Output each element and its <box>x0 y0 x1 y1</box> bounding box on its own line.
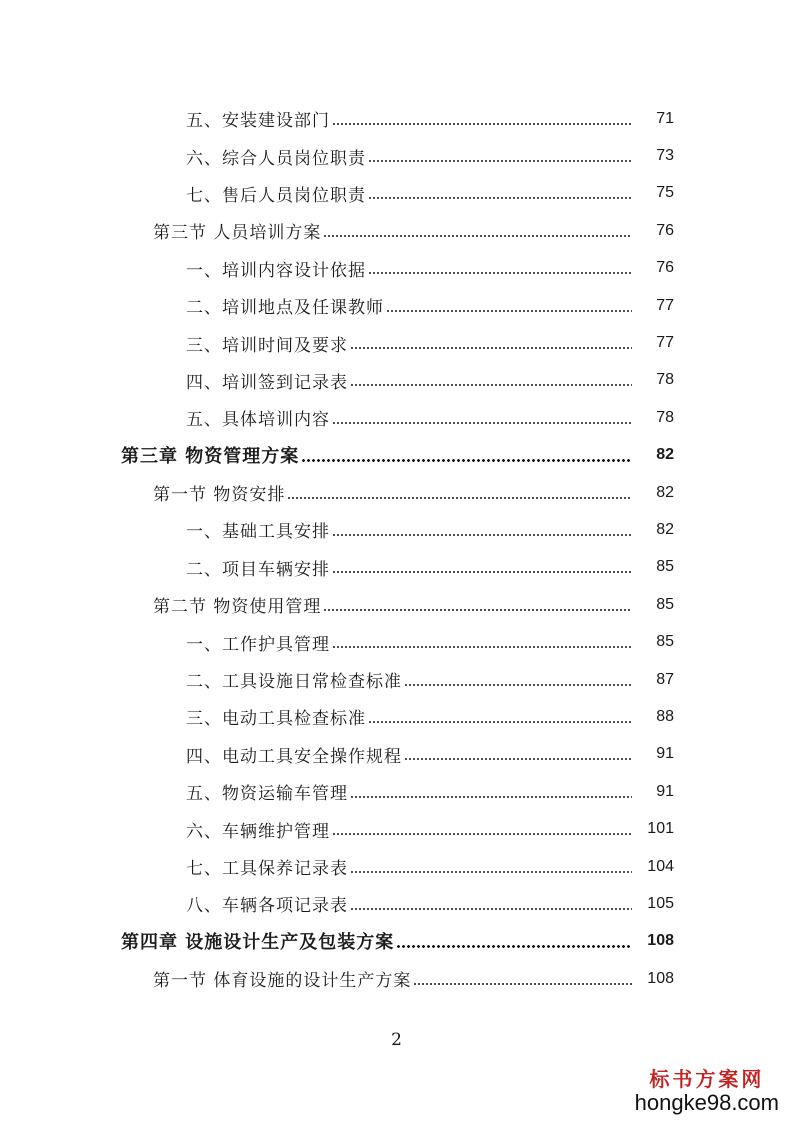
toc-entry-label: 二、项目车辆安排 <box>186 559 330 580</box>
dot-leader <box>332 646 632 648</box>
toc-entry-page: 101 <box>647 820 674 838</box>
dot-leader <box>350 871 632 873</box>
dot-leader <box>413 983 632 985</box>
dot-leader <box>350 347 632 349</box>
toc-entry-item[interactable] <box>0 175 793 212</box>
toc-entry-label: 二、培训地点及任课教师 <box>186 298 384 319</box>
dot-leader <box>404 684 632 686</box>
dot-leader <box>332 123 632 125</box>
dot-leader <box>332 833 632 835</box>
toc-entry-label: 第一节 体育设施的设计生产方案 <box>153 971 412 992</box>
toc-entry-item[interactable] <box>0 250 793 287</box>
toc-entry-label: 五、具体培训内容 <box>186 410 330 431</box>
toc-entry-item[interactable] <box>0 511 793 548</box>
toc-entry-section[interactable] <box>0 212 793 249</box>
dot-leader <box>396 945 632 948</box>
toc-entry-page: 91 <box>656 745 674 763</box>
toc-entry-page: 77 <box>656 296 674 314</box>
toc-entry-page: 88 <box>656 707 674 725</box>
toc-entry-chapter[interactable] <box>0 923 793 960</box>
dot-leader <box>350 908 632 910</box>
dot-leader <box>323 235 632 237</box>
toc-entry-label: 七、售后人员岗位职责 <box>186 185 366 206</box>
toc-entry-page: 105 <box>647 894 674 912</box>
dot-leader <box>368 721 632 723</box>
toc-entry-label: 一、工作护具管理 <box>186 634 330 655</box>
toc-entry-page: 108 <box>647 969 674 987</box>
toc-entry-item[interactable] <box>0 736 793 773</box>
toc-entry-label: 第二节 物资使用管理 <box>153 597 322 618</box>
dot-leader <box>368 272 632 274</box>
toc-entry-item[interactable] <box>0 549 793 586</box>
toc-entry-page: 108 <box>647 932 674 950</box>
toc-entry-item[interactable] <box>0 287 793 324</box>
dot-leader <box>368 197 632 199</box>
dot-leader <box>386 310 632 312</box>
toc-entry-page: 77 <box>656 334 674 352</box>
toc-entry-page: 82 <box>656 446 674 464</box>
toc-entry-label: 五、安装建设部门 <box>186 111 330 132</box>
toc-entry-page: 104 <box>647 857 674 875</box>
toc-entry-item[interactable] <box>0 885 793 922</box>
dot-leader <box>323 609 632 611</box>
toc-entry-item[interactable] <box>0 773 793 810</box>
toc-entry-page: 85 <box>656 633 674 651</box>
watermark-url[interactable]: hongke98.com <box>634 1090 779 1115</box>
toc-entry-label: 七、工具保养记录表 <box>186 859 348 879</box>
dot-leader <box>404 758 632 760</box>
toc-entry-section[interactable] <box>0 474 793 511</box>
toc-entry-section[interactable] <box>0 586 793 623</box>
toc-entry-label: 一、基础工具安排 <box>186 522 330 543</box>
dot-leader <box>332 571 632 573</box>
toc-entry-item[interactable] <box>0 399 793 436</box>
toc-entry-label: 第三节 人员培训方案 <box>153 223 322 244</box>
toc-entry-label: 第三章 物资管理方案 <box>121 446 300 468</box>
toc-entry-section[interactable] <box>0 960 793 997</box>
toc-entry-label: 四、培训签到记录表 <box>186 372 348 393</box>
dot-leader <box>332 534 632 536</box>
watermark-logo <box>635 1063 779 1116</box>
toc-entry-page: 76 <box>656 259 674 277</box>
toc-entry-label: 六、综合人员岗位职责 <box>186 148 366 169</box>
toc-entry-item[interactable] <box>0 137 793 174</box>
toc-entry-page: 78 <box>656 371 674 389</box>
dot-leader <box>332 422 632 424</box>
toc-entry-page: 73 <box>656 147 674 165</box>
page-number: 2 <box>391 1030 402 1050</box>
dot-leader <box>350 384 632 386</box>
toc-entry-page: 71 <box>656 109 674 127</box>
toc-entry-label: 一、培训内容设计依据 <box>186 260 366 281</box>
toc-entry-label: 三、培训时间及要求 <box>186 335 348 356</box>
toc-entry-item[interactable] <box>0 362 793 399</box>
toc-entry-item[interactable] <box>0 848 793 885</box>
toc-entry-page: 82 <box>656 483 674 501</box>
dot-leader <box>287 497 632 499</box>
toc-entry-page: 85 <box>656 595 674 613</box>
toc-entry-page: 85 <box>656 558 674 576</box>
toc-entry-chapter[interactable] <box>0 437 793 474</box>
toc-entry-page: 87 <box>656 670 674 688</box>
dot-leader <box>368 160 632 162</box>
toc-entry-page: 82 <box>656 520 674 538</box>
toc-entry-label: 五、物资运输车管理 <box>186 784 348 805</box>
toc-entry-label: 二、工具设施日常检查标准 <box>186 672 402 693</box>
watermark-site-name: 标书方案网 <box>649 1067 765 1091</box>
toc-entry-label: 四、电动工具安全操作规程 <box>186 746 402 767</box>
toc-entry-item[interactable] <box>0 661 793 698</box>
toc-entry-page: 91 <box>656 782 674 800</box>
dot-leader <box>350 796 632 798</box>
dot-leader <box>301 459 632 462</box>
toc-entry-item[interactable] <box>0 324 793 361</box>
toc-entry-item[interactable] <box>0 810 793 847</box>
toc-entry-label: 八、车辆各项记录表 <box>186 896 348 917</box>
toc-entry-page: 76 <box>656 221 674 239</box>
toc-entry-label: 第四章 设施设计生产及包装方案 <box>121 932 395 954</box>
toc-entry-label: 三、电动工具检查标准 <box>186 709 366 730</box>
toc-entry-item[interactable] <box>0 698 793 735</box>
table-of-contents <box>0 100 793 997</box>
toc-entry-page: 78 <box>656 408 674 426</box>
toc-entry-item[interactable] <box>0 100 793 137</box>
toc-entry-label: 第一节 物资安排 <box>153 485 286 506</box>
toc-entry-item[interactable] <box>0 623 793 660</box>
toc-entry-page: 75 <box>656 184 674 202</box>
toc-entry-label: 六、车辆维护管理 <box>186 821 330 842</box>
